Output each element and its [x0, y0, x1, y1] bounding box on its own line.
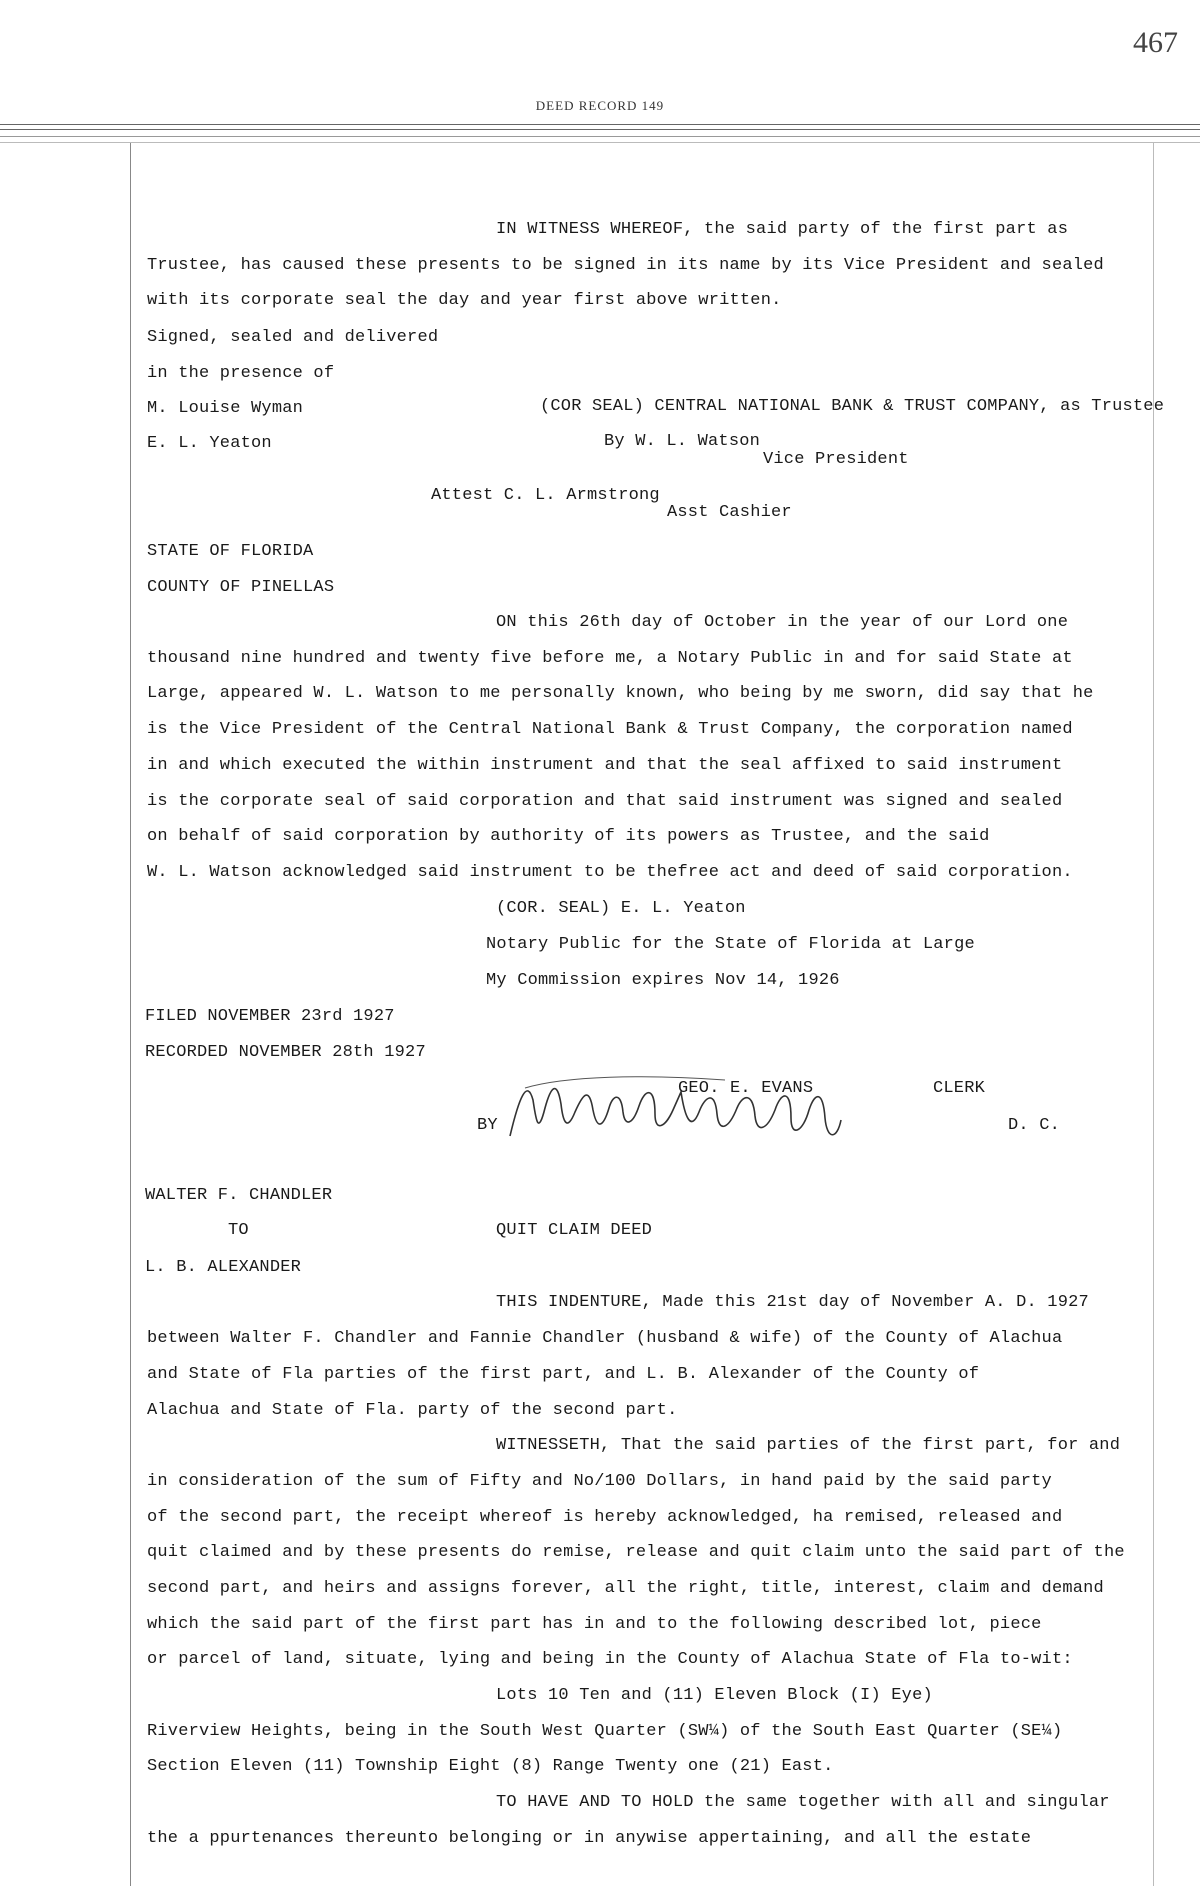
text-line: Section Eleven (11) Township Eight (8) Range Twenty one (21) East. [147, 1757, 834, 1776]
text-line: of the second part, the receipt whereof is hereby acknowledged, ha remised, released and [147, 1508, 1063, 1527]
text-line: Vice President [763, 450, 909, 469]
text-line: between Walter F. Chandler and Fannie Chandler (husband & wife) of the County of Alachua [147, 1329, 1063, 1348]
text-line: is the corporate seal of said corporation and that said instrument was signed and sealed [147, 792, 1063, 811]
text-line: Riverview Heights, being in the South West Quarter (SW¼) of the South East Quarter (SE¼) [147, 1722, 1063, 1741]
filed-date: FILED NOVEMBER 23rd 1927 [145, 1007, 395, 1026]
header-rule [0, 129, 1200, 130]
text-line: By W. L. Watson [604, 432, 761, 451]
text-line: Attest C. L. Armstrong [431, 486, 660, 505]
text-line: thousand nine hundred and twenty five before me, a Notary Public in and for said State at [147, 649, 1073, 668]
text-line: on behalf of said corporation by authority of its powers as Trustee, and the said [147, 827, 990, 846]
text-line: WITNESSETH, That the said parties of the first part, for and [496, 1436, 1121, 1455]
text-line: in the presence of [147, 364, 335, 383]
grantee-name: L. B. ALEXANDER [145, 1258, 302, 1277]
text-line: D. C. [1008, 1116, 1061, 1135]
text-line: or parcel of land, situate, lying and being in the County of Alachua State of Fla to-wit: [147, 1650, 1073, 1669]
text-line: CLERK [933, 1079, 986, 1098]
text-line: the a ppurtenances thereunto belonging or in anywise appertaining, and all the estate [147, 1829, 1032, 1848]
text-line: Signed, sealed and delivered [147, 328, 439, 347]
text-line: TO [228, 1221, 249, 1240]
clerk-signature [505, 1058, 895, 1158]
text-line: Notary Public for the State of Florida at Large [486, 935, 975, 954]
text-line: W. L. Watson acknowledged said instrument to be thefree act and deed of said corporation. [147, 863, 1073, 882]
text-line: which the said part of the first part has in and to the following described lot, piece [147, 1615, 1042, 1634]
text-line: COUNTY OF PINELLAS [147, 578, 335, 597]
text-line: Lots 10 Ten and (11) Eleven Block (I) Eye) [496, 1686, 933, 1705]
text-line: Large, appeared W. L. Watson to me personally known, who being by me sworn, did say that he [147, 684, 1094, 703]
text-line: is the Vice President of the Central National Bank & Trust Company, the corporation named [147, 720, 1073, 739]
header-rule [0, 136, 1200, 137]
text-line: Asst Cashier [667, 503, 792, 522]
witness-name: M. Louise Wyman [147, 399, 304, 418]
clerk-name: GEO. E. EVANS [678, 1079, 814, 1098]
text-line: My Commission expires Nov 14, 1926 [486, 971, 840, 990]
text-line: ON this 26th day of October in the year of our Lord one [496, 613, 1069, 632]
text-line: (COR. SEAL) E. L. Yeaton [496, 899, 746, 918]
text-line: quit claimed and by these presents do remise, release and quit claim unto the said part of the [147, 1543, 1125, 1562]
trustee-line: (COR SEAL) CENTRAL NATIONAL BANK & TRUST COMPANY, as Trustee [540, 397, 1165, 416]
page-number: 467 [1133, 26, 1178, 59]
text-line: second part, and heirs and assigns forever, all the right, title, interest, claim and demand [147, 1579, 1104, 1598]
witness-name: E. L. Yeaton [147, 434, 272, 453]
text-line: TO HAVE AND TO HOLD the same together with all and singular [496, 1793, 1110, 1812]
text-line: STATE OF FLORIDA [147, 542, 314, 561]
header-rule [0, 142, 1200, 143]
text-line: BY [477, 1116, 498, 1135]
record-header: DEED RECORD 149 [535, 98, 665, 113]
text-line: THIS INDENTURE, Made this 21st day of November A. D. 1927 [496, 1293, 1089, 1312]
text-line: with its corporate seal the day and year first above written. [147, 291, 782, 310]
text-line: in consideration of the sum of Fifty and No/100 Dollars, in hand paid by the said party [147, 1472, 1052, 1491]
text-line: and State of Fla parties of the first part, and L. B. Alexander of the County of [147, 1365, 980, 1384]
text-line: Alachua and State of Fla. party of the second part. [147, 1401, 678, 1420]
deed-type: QUIT CLAIM DEED [496, 1221, 653, 1240]
text-line: in and which executed the within instrument and that the seal affixed to said instrument [147, 756, 1063, 775]
header-rule [0, 124, 1200, 125]
left-margin-line [130, 143, 131, 1886]
text-line: Trustee, has caused these presents to be signed in its name by its Vice President and sealed [147, 256, 1104, 275]
text-line: IN WITNESS WHEREOF, the said party of the first part as [496, 220, 1069, 239]
grantor-name: WALTER F. CHANDLER [145, 1186, 333, 1205]
recorded-date: RECORDED NOVEMBER 28th 1927 [145, 1043, 426, 1062]
